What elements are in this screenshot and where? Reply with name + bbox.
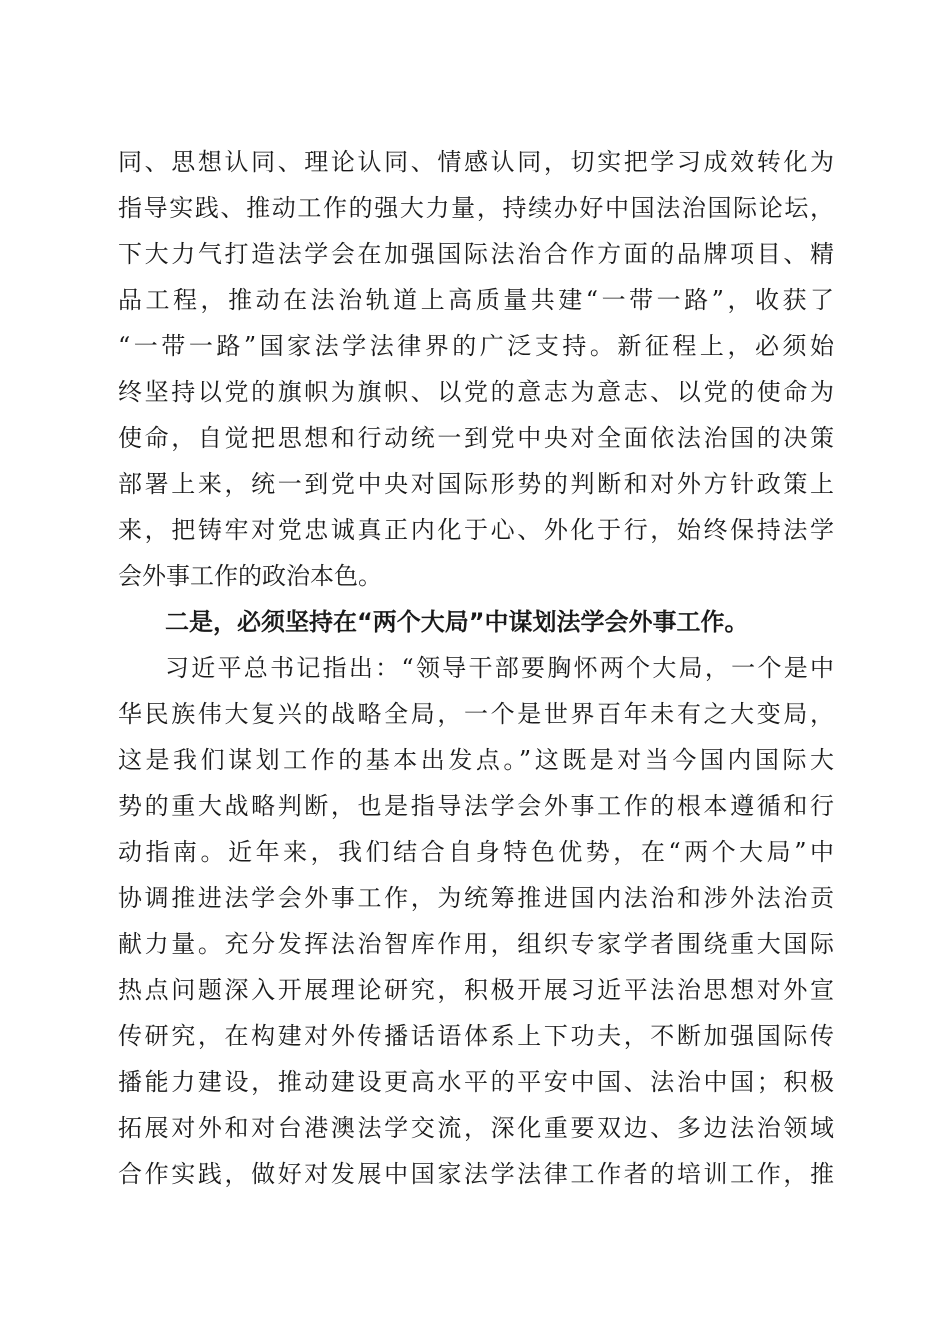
text-line: 会外事工作的政治本色。 (118, 562, 382, 590)
text-line: 华民族伟大复兴的战略全局，一个是世界百年未有之大变局， (118, 700, 834, 728)
text-line: 拓展对外和对台港澳法学交流，深化重要双边、多边法治领域 (118, 1114, 834, 1142)
section-heading: 二是，必须坚持在“两个大局”中谋划法学会外事工作。 (165, 608, 749, 636)
text-line: 习近平总书记指出：“领导干部要胸怀两个大局，一个是中 (165, 654, 834, 682)
text-line: 品工程，推动在法治轨道上高质量共建“一带一路”，收获了 (118, 286, 834, 314)
text-line: 协调推进法学会外事工作，为统筹推进国内法治和涉外法治贡 (118, 884, 834, 912)
text-line: 下大力气打造法学会在加强国际法治合作方面的品牌项目、精 (118, 240, 834, 268)
text-line: “一带一路”国家法学法律界的广泛支持。新征程上，必须始 (118, 332, 834, 360)
text-line: 热点问题深入开展理论研究，积极开展习近平法治思想对外宣 (118, 976, 834, 1004)
text-line: 合作实践，做好对发展中国家法学法律工作者的培训工作，推 (118, 1160, 834, 1188)
text-line: 势的重大战略判断，也是指导法学会外事工作的根本遵循和行 (118, 792, 834, 820)
text-line: 同、思想认同、理论认同、情感认同，切实把学习成效转化为 (118, 148, 834, 176)
text-line: 终坚持以党的旗帜为旗帜、以党的意志为意志、以党的使命为 (118, 378, 834, 406)
text-line: 这是我们谋划工作的基本出发点。”这既是对当今国内国际大 (118, 746, 834, 774)
text-line: 来，把铸牢对党忠诚真正内化于心、外化于行，始终保持法学 (118, 516, 834, 544)
text-line: 部署上来，统一到党中央对国际形势的判断和对外方针政策上 (118, 470, 834, 498)
text-line: 传研究，在构建对外传播话语体系上下功夫，不断加强国际传 (118, 1022, 834, 1050)
text-line: 使命，自觉把思想和行动统一到党中央对全面依法治国的决策 (118, 424, 834, 452)
text-line: 播能力建设，推动建设更高水平的平安中国、法治中国；积极 (118, 1068, 834, 1096)
text-line: 指导实践、推动工作的强大力量，持续办好中国法治国际论坛， (118, 194, 834, 222)
text-line: 献力量。充分发挥法治智库作用，组织专家学者围绕重大国际 (118, 930, 834, 958)
text-line: 动指南。近年来，我们结合自身特色优势，在“两个大局”中 (118, 838, 834, 866)
